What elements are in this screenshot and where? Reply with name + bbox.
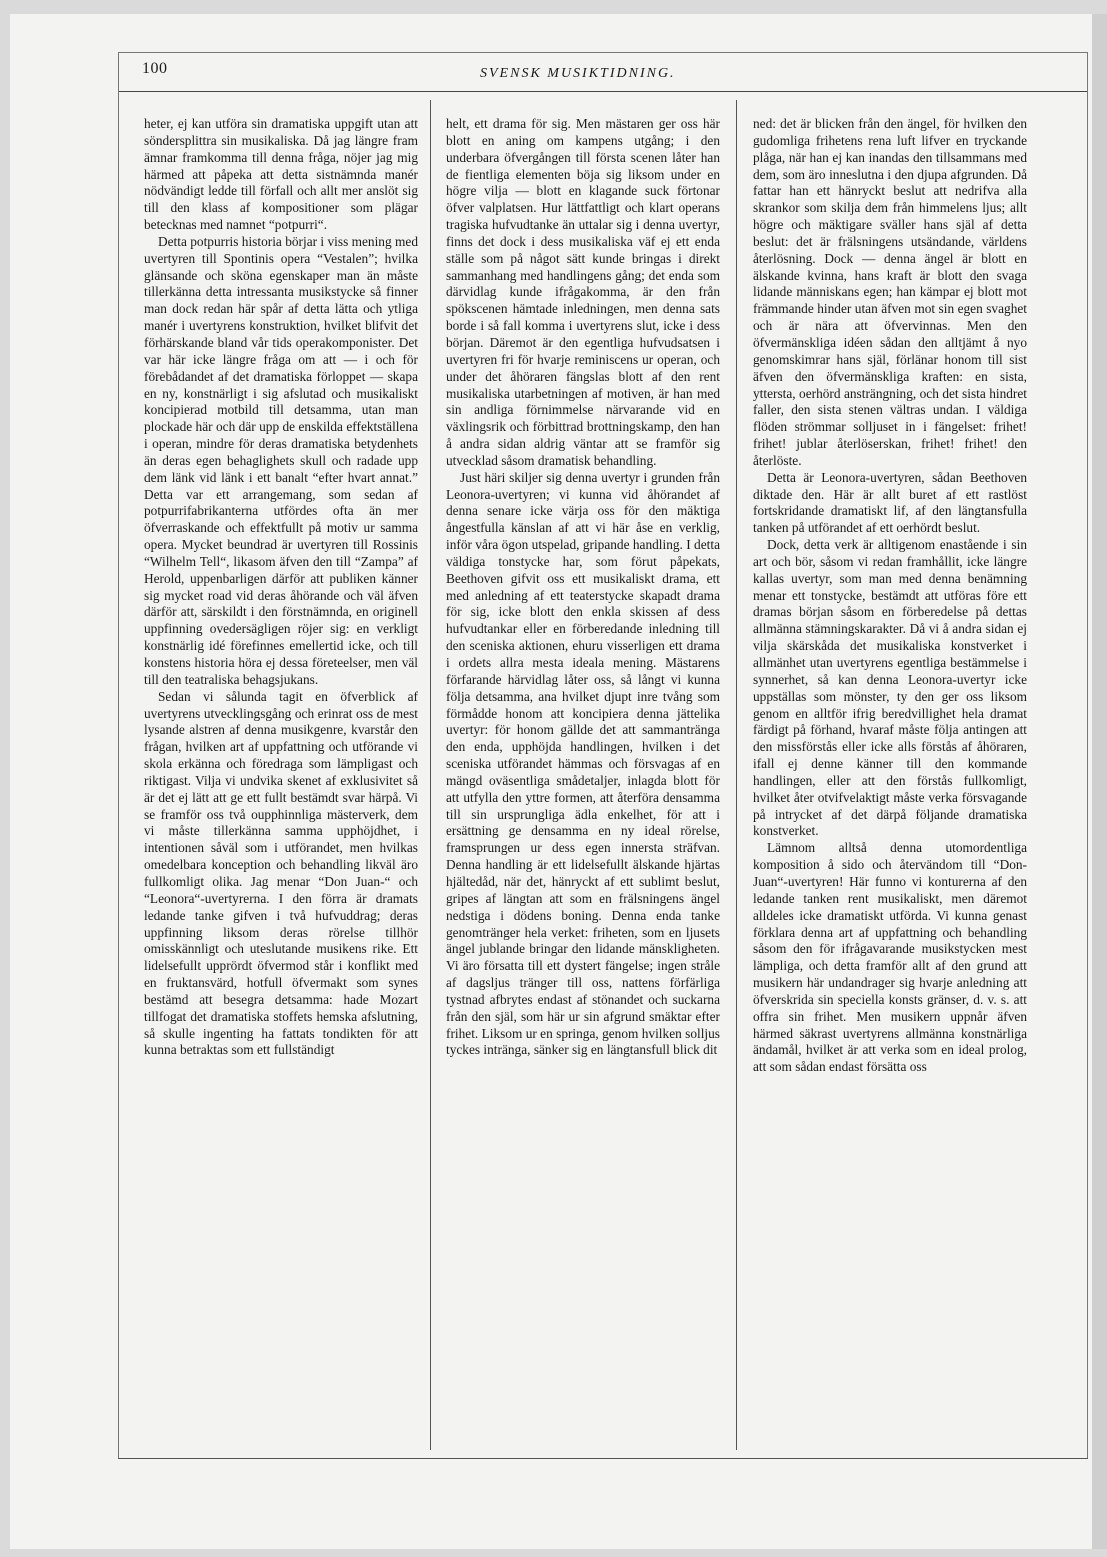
- paragraph: Detta potpurris historia börjar i viss mening med uvertyren till Spontinis opera “Vestalen”; hvilka glänsande och sköna egenskaper man än måste tillerkänna detta intressanta musikstycke så finner man dock redan här spår af detta lätta och ytliga manér i uvertyrens konstruktion, hvilket blifvit det förhärskande bland vår tids operakomponister. Det var här icke längre fråga om att — i och för förebådandet af det dramatiska förloppet — skapa en ny, konstnärligt i sig afslutad och musikaliskt koncipierad motbild till detsamma, utan man plockade här och där upp de enskilda effektställena i operan, mindre för deras dramatiska betydenhets än deras egen behaglighets skull och radade upp dem länk vid länk i ett banalt “efter hvart annat.” Detta var ett arrangemang, som sedan af potpurrifabrikanterna utfördes ofta än mer öfverraskande och effektfullt på motiv ur samma opera. Mycket beundrad är uvertyren till Rossinis “Wilhelm Tell“, likasom äfven den till “Zampa” af Herold, uppenbarligen därför att publiken känner sig mycket road vid deras åhörande och väl äfven därför att, särskildt i den förstnämnda, en originell uppfinning ovedersägligen röjer sig: en verkligt konstnärlig idé förefinnes emellertid icke, och till konstens historia höra ej dessa företeelser, men väl till den teatraliska behagsjukans.: [144, 233, 418, 687]
- paragraph: Lämnom alltså denna utomordentliga komposition å sido och återvändom till “Don-Juan“-uvertyren! Här funno vi konturerna af den ledande tanken rent musikaliskt, men däremot alldeles icke dramatiskt utförda. Vi kunna genast förklara denna art af uppfattning och behandling såsom den för ifrågavarande musikstycken mest lämpliga, och detta framför allt af den grund att musikern här undandrager sig hvarje anledning att öfverskrida sin speciella konsts gränser, d. v. s. att offra sin frihet. Men musikern uppnår äfven härmed säkrast uvertyrens allmänna konstnärliga ändamål, hvilket är att verka som en ideal prolog, att som sådan endast försätta oss: [753, 840, 1027, 1075]
- page-edge: [1092, 14, 1107, 1549]
- column-divider-2: [736, 100, 737, 1450]
- paragraph: Sedan vi sålunda tagit en öfverblick af uvertyrens utvecklingsgång och erinrat oss de mest lysande alstren af denna musikgenre, kvarstår den frågan, hvilken art af uppfattning och utförande vi skola erkänna och föredraga som lämpligast och riktigast. Vilja vi undvika skenet af exklusivitet så är det ej lätt att ge ett fullt bestämdt svar härpå. Vi se framför oss två oupphinnliga mästerverk, dem vi måste tillerkänna samma upphöjdhet, i intentionen såväl som i utförandet, men hvilkas omedelbara konception och behandling likväl äro fullkomligt olika. Jag menar “Don Juan-“ och “Leonora“-uvertyrerna. I den förra är dramats ledande tanke gifven i två hufvuddrag; deras uppfinning liksom deras rörelse tillhör omisskännligt och uteslutande musikens rike. Ett lidelsefullt upprördt öfvermod står i konflikt med en fruktansvärd, hotfull öfvermakt som synes bestämd att besegra detsamma: hade Mozart tillfogat det dramatiska stoffets hemska afslutning, så skulle ingenting ha fattats tondikten för att kunna betraktas som ett fullständigt: [144, 688, 418, 1058]
- column-divider-1: [430, 100, 431, 1450]
- paragraph: Dock, detta verk är alltigenom enastående i sin art och bör, såsom vi redan framhållit, icke längre kallas uvertyr, som man med denna benämning menar ett tonstycke, bestämdt att utföras före ett dramas början såsom en förberedelse på dettas allmänna stämningskarakter. Då vi å andra sidan ej vilja skärskåda det musikaliska konstverket i allmänhet utan uvertyrens egentliga bestämmelse i synnerhet, så kan denna Leonora-uvertyr icke uppställas som mönster, ty den ger oss liksom genom en alltför ifrig beredvillighet hela dramat färdigt på förhand, hvaraf måste följa antingen att den missförstås eller icke alls förstås af åhöraren, ifall ej denne känner till den kommande handlingen, eller att den förstås fullkomligt, hvilket åter otvifvelaktigt måste verka försvagande på intrycket af det därpå följande dramatiska konstverket.: [753, 537, 1027, 839]
- running-title: SVENSK MUSIKTIDNING.: [480, 66, 676, 81]
- paragraph: ned: det är blicken från den ängel, för hvilken den gudomliga frihetens rena luft lifver en tryckande plåga, när han ej kan inandas den tillsammans med dem, som äro inneslutna i den djupa afgrunden. Då fattar han ett hänryckt beslut att nedrifva alla skrankor som skilja dem från himmelens ljus; allt högre och mäktigare sväller hans själ af detta beslut: det är frälsningens utsändande, världens återlösning. Dock — denna ängel är blott en älskande kvinna, hans kraft är blott den svaga lidande människans egen; han kämpar ej blott mot främmande hinder utan äfven mot sin egen svaghet och är nära att öfvervinnas. Men den öfvermänskliga idéen sådan den alltjämt å nyo genomskimrar hans själ, förlänar honom till sist äfven den öfvermänskliga kraften: en sista, yttersta, oerhörd ansträngning, och det sista hindret faller, den sista stenen vältras undan. I väldiga flöden strömmar solljuset in i fängelset: frihet! frihet! jublar återlöserskan, frihet! frihet! den återlöste.: [753, 116, 1027, 468]
- frame-top-rule: [118, 52, 1088, 53]
- paragraph: helt, ett drama för sig. Men mästaren ger oss här blott en aning om kampens utgång; i den underbara öfvergången till första scenen låter han de fientliga elementen böja sig liksom under en högre vilja — blott en klagande suck förtonar öfver valplatsen. Hur lättfattligt och klart operans tragiska hufvudtanke än uttalar sig i denna uvertyr, finns det dock i dess musikaliska väf ej ett enda ställe som på något sätt kunde bringas i direkt sammanhang med handlingens gång; det enda som därvidlag kunde ifrågakomma, är den från spökscenen hämtade inledningen, men denna sats borde i så fall komma i uvertyrens slut, icke i dess början. Däremot är den egentliga hufvudsatsen i uvertyren fri för hvarje reminiscens ur operan, och under det åhöraren fängslas blott af den rent musikaliska utarbetningen af motiven, är han med sin andliga förnimmelse närvarande vid en växlingsrik och förbittrad brottningskamp, den han å andra sidan aldrig väntar att se framför sig utvecklad såsom dramatisk behandling.: [446, 116, 720, 468]
- text-column-3: [753, 116, 1027, 1438]
- paragraph: Just häri skiljer sig denna uvertyr i grunden från Leonora-uvertyren; vi kunna vid åhörandet af denna senare icke värja oss för den mäktiga ångestfulla känslan af att vi här åse en verklig, inför våra ögon utspelad, gripande handling. I detta väldiga tonstycke har, som förut påpekats, Beethoven gifvit oss ett musikaliskt drama, ett med anledning af ett teaterstycke skapadt drama för sig, icke blott den enkla skissen af dess hufvudtankar eller en förberedande inledning till den sceniska aktionen, ehuru visserligen ett drama i ordets allra mesta ideala mening. Mästarens förfarande härvidlag låter oss, så långt vi kunna följa detsamma, ana hvilket djupt inre tvång som förmådde honom att koncipiera denna jättelika uvertyr: för honom gällde det att sammantränga den enda, upphöjda handlingen, hvilken i det sceniska utförandet hämmas och försvagas af en mängd oväsentliga smådetaljer, inlagda blott för att utfylla den yttre formen, att återföra densamma till sin ursprungliga ädla enkelhet, för att i ersättning ge densamma en ny ideal rörelse, framsprungen ur dess egen innersta sträfvan. Denna handling är ett lidelsefullt älskande hjärtas hjältedåd, när det, hänryckt af ett sublimt beslut, gripes af längtan att som en frälsningens ängel nedstiga i dödens boning. Denna enda tanke genomtränger hela verket: friheten, som en ljusets ängel jublande bringar den lidande mänskligheten. Vi äro försatta till ett dystert fängelse; ingen stråle af dagsljus tränger till oss, nattens förfärliga tystnad afbrytes endast af stönandet och suckarna från den själ, som här ur sin afgrund smäktar efter frihet. Liksom ur en springa, genom hvilken solljus tyckes inträngа, sänker sig en längtansfull blick dit: [446, 469, 720, 1058]
- text-column-1: [144, 116, 418, 1438]
- frame-left-rule: [118, 52, 119, 1458]
- paragraph: heter, ej kan utföra sin dramatiska uppgift utan att söndersplittra sin musikaliska. Då jag längre fram ämnar framkomma till denna fråga, nöjer jag mig härmed att påpeka att detta sistnämnda manér nödvändigt ledde till förfall och allt mer anslöt sig till den klass af kompositioner som plägar betecknas med namnet “potpurri“.: [144, 116, 418, 233]
- frame-bottom-rule: [118, 1458, 1088, 1459]
- paragraph: Detta är Leonora-uvertyren, sådan Beethoven diktade den. Här är allt buret af ett rastlöst fortskridande dramatiskt lif, af den längtansfulla tanken på utförandet af ett oerhördt beslut.: [753, 469, 1027, 536]
- text-column-2: [446, 116, 720, 1438]
- header-rule: [118, 91, 1088, 92]
- frame-right-rule: [1087, 52, 1088, 1458]
- page-number: 100: [142, 60, 168, 77]
